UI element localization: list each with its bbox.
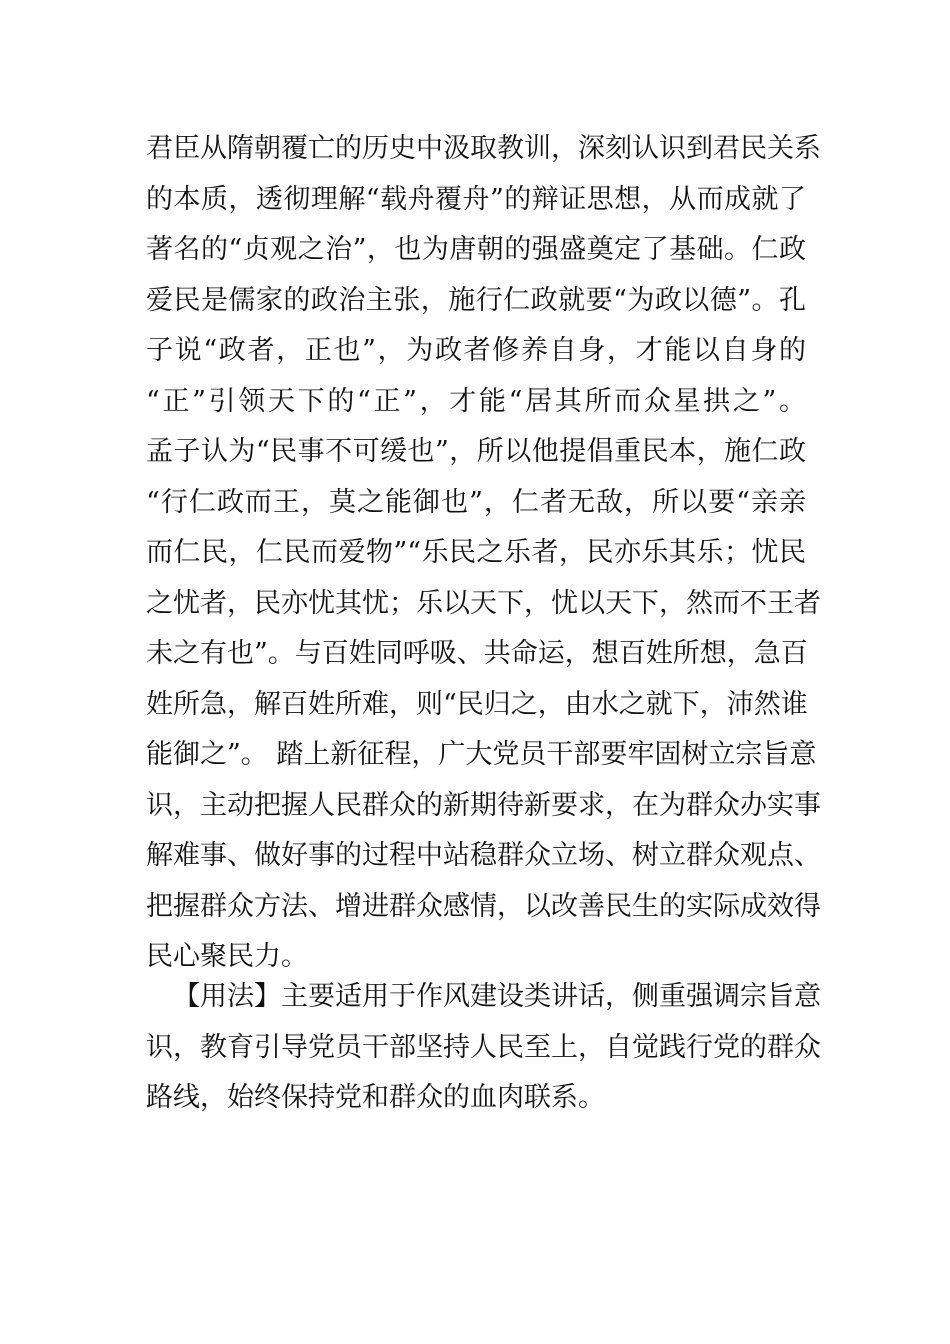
text-line: 著名的“贞观之治”，也为唐朝的强盛奠定了基础。仁政 [146, 234, 806, 265]
text-line: “行仁政而王，莫之能御也”，仁者无敌，所以要“亲亲 [146, 486, 806, 518]
text-line: 孟子认为“民事不可缓也”，所以他提倡重民本，施仁政 [146, 436, 806, 467]
usage-paragraph [146, 972, 821, 1124]
text-line: 而仁民，仁民而爱物”“乐民之乐者，民亦乐其乐；忧民 [146, 537, 806, 568]
text-line: 子说“政者，正也”，为政者修养自身，才能以自身的 [146, 335, 806, 366]
text-line: 爱民是儒家的政治主张，施行仁政就要“为政以德”。孔 [146, 284, 806, 316]
text-line: 之忧者，民亦忧其忧；乐以天下，忧以天下，然而不王者 [146, 587, 821, 619]
text-line: 识，教育引导党员干部坚持人民至上，自觉践行党的群众 [146, 1031, 821, 1063]
text-line: 未之有也”。与百姓同呼吸、共命运，想百姓所想，急百 [146, 638, 808, 669]
text-line: 把握群众方法、增进群众感情，以改善民生的实际成效得 [146, 890, 821, 922]
text-line: 解难事、做好事的过程中站稳群众立场、树立群众观点、 [146, 840, 821, 871]
text-line: 姓所急，解百姓所难，则“民归之，由水之就下，沛然谁 [146, 688, 808, 720]
text-line: 能御之”。 踏上新征程，广大党员干部要牢固树立宗旨意 [146, 739, 817, 770]
text-line-last: 路线，始终保持党和群众的血肉联系。 [146, 1082, 605, 1113]
body-paragraph-1 [146, 124, 821, 983]
text-line: 君臣从隋朝覆亡的历史中汲取教训，深刻认识到君民关系 [146, 133, 821, 164]
text-line: 的本质，透彻理解“载舟覆舟”的辩证思想，从而成就了 [146, 183, 806, 215]
text-line-last: 民心聚民力。 [146, 941, 308, 972]
text-line: 识，主动把握人民群众的新期待新要求，在为群众办实事 [146, 789, 821, 821]
text-line: “正”引领天下的“正”，才能“居其所而众星拱之”。 [146, 385, 806, 417]
text-line-indented: 【用法】主要适用于作风建设类讲话，侧重强调宗旨意 [173, 981, 821, 1012]
